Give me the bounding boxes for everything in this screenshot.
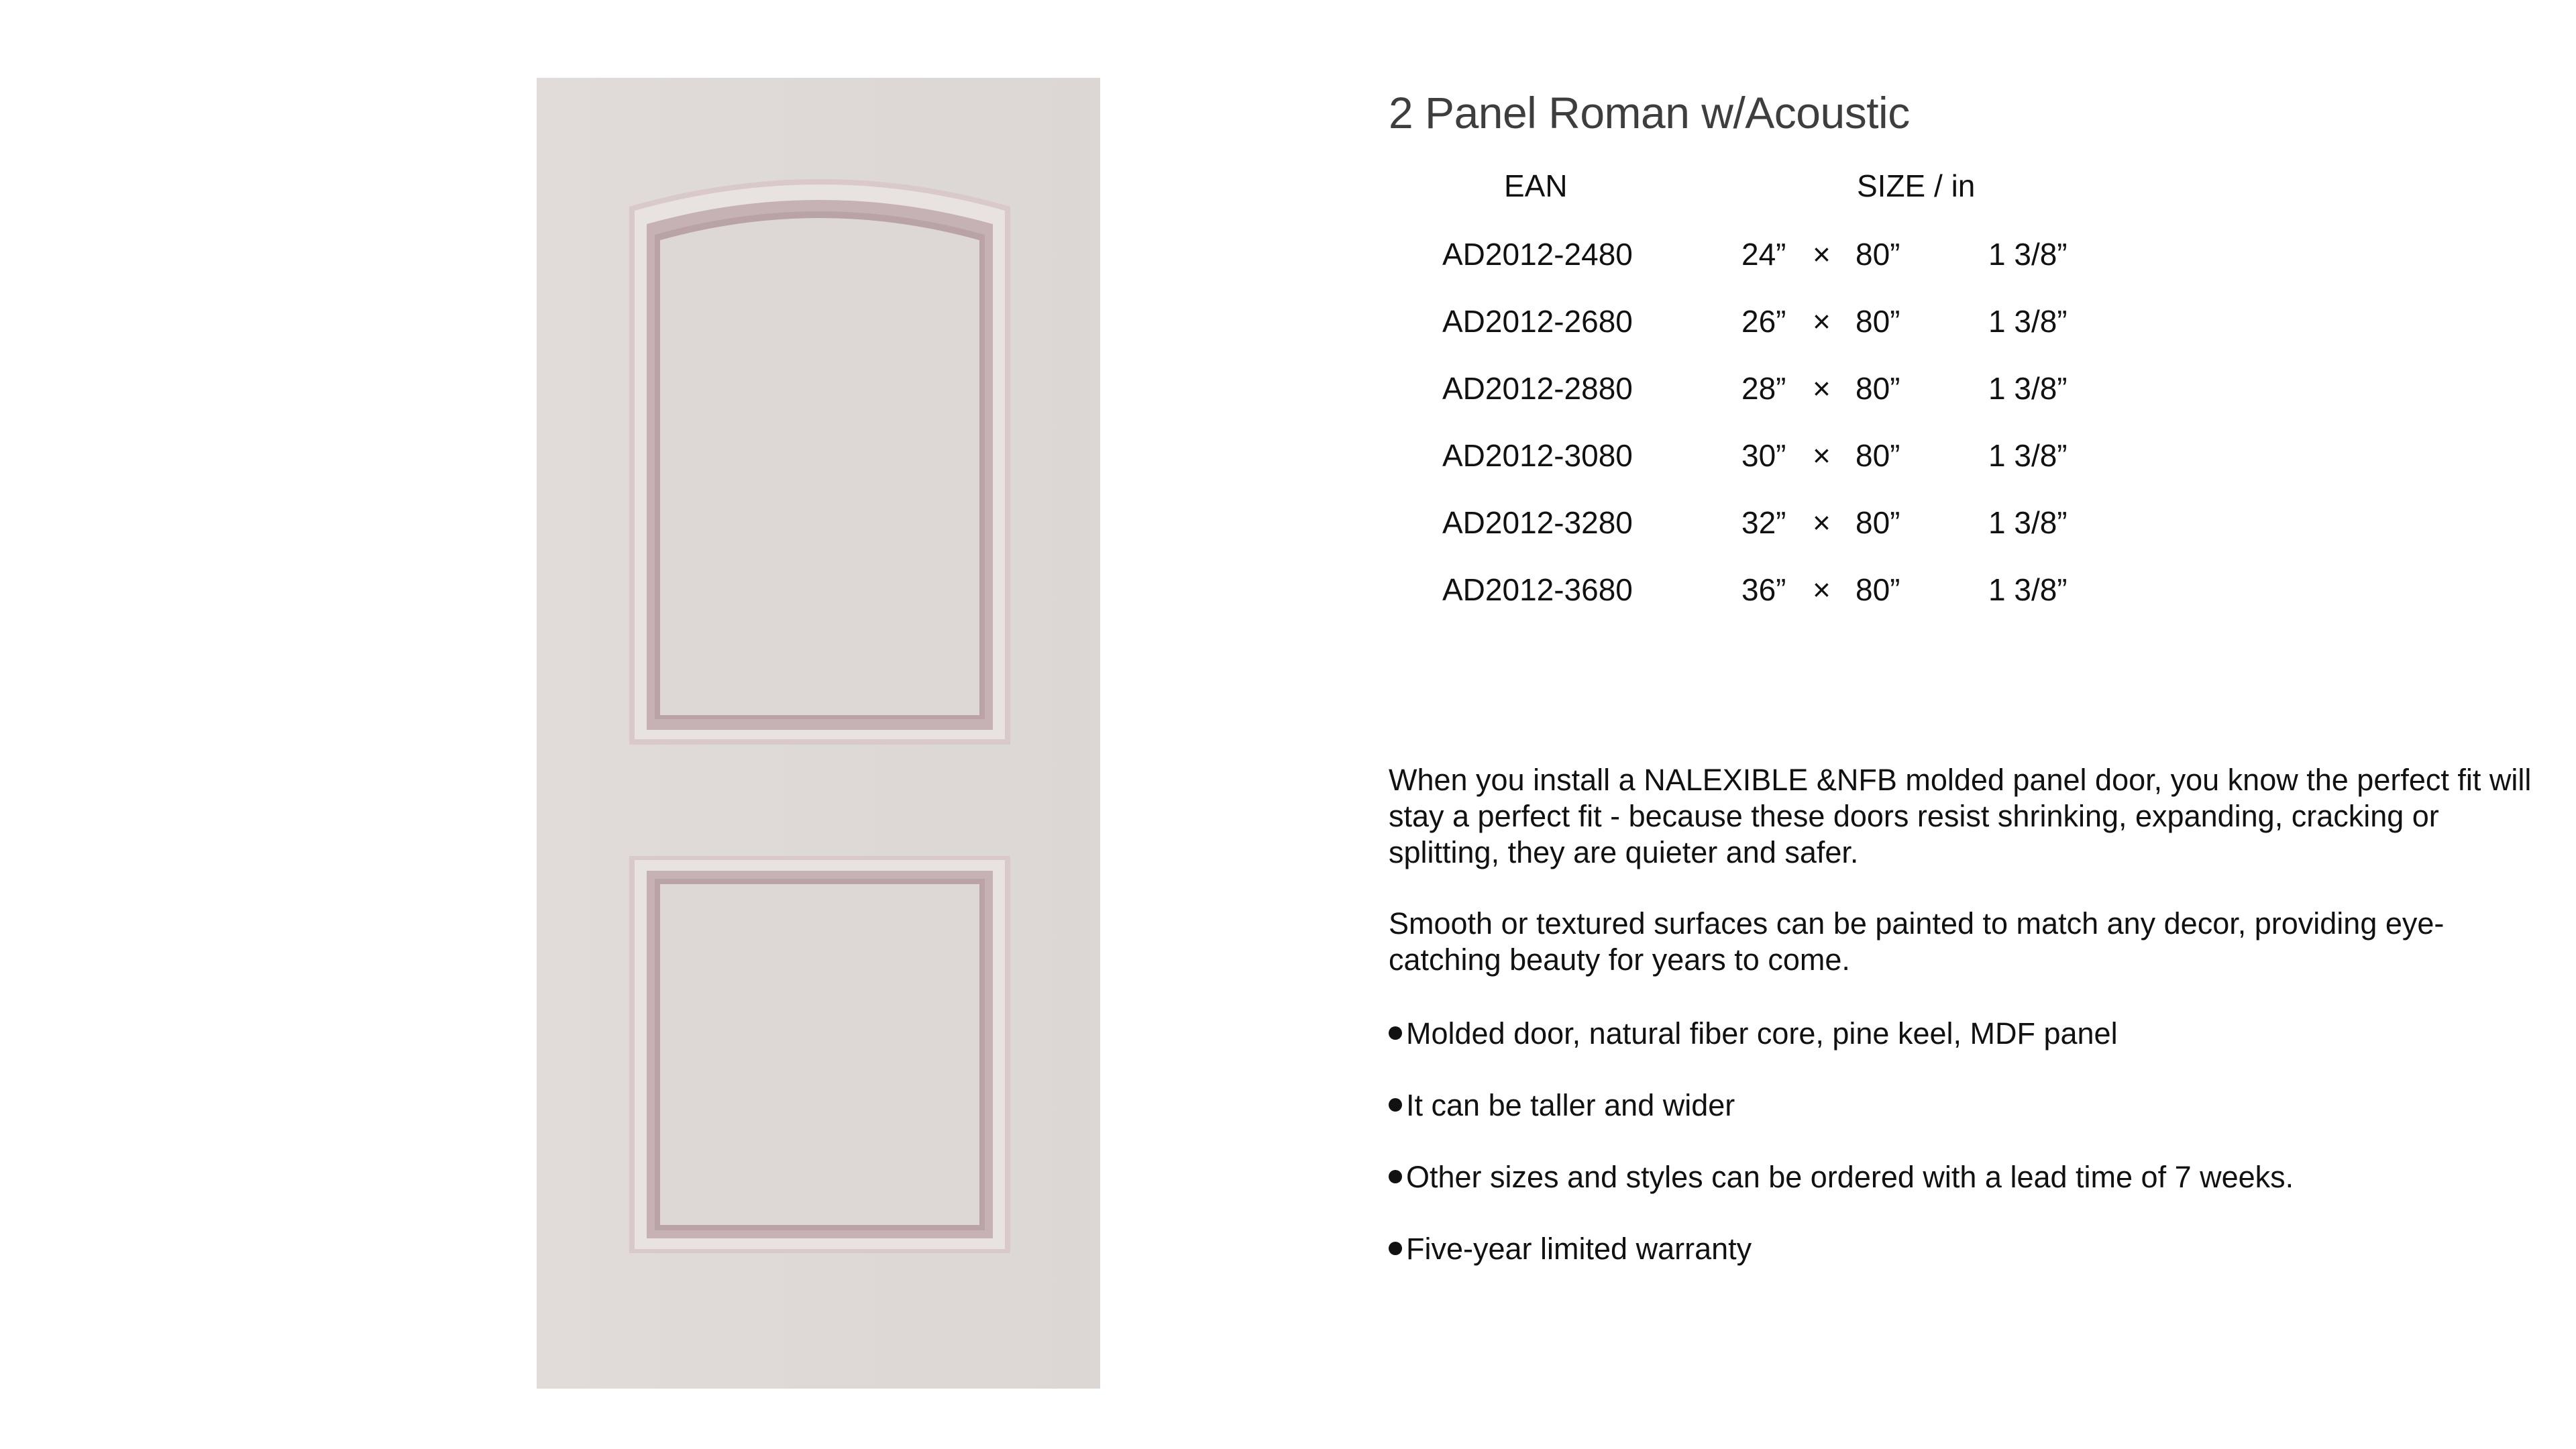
feature-bullet bbox=[1389, 1231, 1752, 1267]
times-symbol: × bbox=[1813, 304, 1831, 339]
ean-cell: AD2012-2880 bbox=[1442, 371, 1633, 406]
bullet-dot-icon bbox=[1389, 1098, 1402, 1112]
bullet-dot-icon bbox=[1389, 1170, 1402, 1183]
height-cell: 80” bbox=[1856, 237, 1900, 272]
height-cell: 80” bbox=[1856, 371, 1900, 406]
ean-cell: AD2012-3080 bbox=[1442, 438, 1633, 473]
lower-panel bbox=[629, 856, 1010, 1253]
description-paragraph: Smooth or textured surfaces can be painted to match any decor, providing eye-catching beauty for years to come. bbox=[1389, 906, 2445, 977]
ean-column-header: EAN bbox=[1504, 168, 1568, 203]
ean-cell: AD2012-2480 bbox=[1442, 237, 1633, 272]
width-cell: 26” bbox=[1741, 304, 1786, 339]
table-row bbox=[0, 572, 2576, 612]
ean-cell: AD2012-3680 bbox=[1442, 572, 1633, 607]
times-symbol: × bbox=[1813, 237, 1831, 272]
table-row bbox=[0, 504, 2576, 545]
feature-text: Five-year limited warranty bbox=[1406, 1232, 1752, 1266]
feature-bullet bbox=[1389, 1159, 2294, 1195]
thickness-cell: 1 3/8” bbox=[1988, 371, 2068, 406]
height-cell: 80” bbox=[1856, 438, 1900, 473]
width-cell: 28” bbox=[1741, 371, 1786, 406]
table-row bbox=[0, 437, 2576, 478]
thickness-cell: 1 3/8” bbox=[1988, 572, 2068, 607]
feature-text: Molded door, natural fiber core, pine keel, MDF panel bbox=[1406, 1016, 2118, 1051]
thickness-cell: 1 3/8” bbox=[1988, 304, 2068, 339]
height-cell: 80” bbox=[1856, 505, 1900, 540]
thickness-cell: 1 3/8” bbox=[1988, 505, 2068, 540]
width-cell: 32” bbox=[1741, 505, 1786, 540]
width-cell: 24” bbox=[1741, 237, 1786, 272]
description-paragraph: When you install a NALEXIBLE &NFB molded panel door, you know the perfect fit will stay a perfect fit - because these doors resist shrinking, expanding, cracking or splitting, they are quieter and safer. bbox=[1389, 763, 2532, 869]
feature-bullet bbox=[1389, 1016, 2118, 1052]
times-symbol: × bbox=[1813, 438, 1831, 473]
feature-text: It can be taller and wider bbox=[1406, 1088, 1735, 1122]
feature-text: Other sizes and styles can be ordered with a lead time of 7 weeks. bbox=[1406, 1160, 2294, 1194]
times-symbol: × bbox=[1813, 572, 1831, 607]
bullet-dot-icon bbox=[1389, 1026, 1402, 1040]
width-cell: 36” bbox=[1741, 572, 1786, 607]
table-row bbox=[0, 370, 2576, 411]
table-row bbox=[0, 303, 2576, 343]
height-cell: 80” bbox=[1856, 572, 1900, 607]
ean-cell: AD2012-3280 bbox=[1442, 505, 1633, 540]
product-title: 2 Panel Roman w/Acoustic bbox=[1389, 88, 1910, 138]
thickness-cell: 1 3/8” bbox=[1988, 438, 2068, 473]
table-row bbox=[0, 236, 2576, 276]
ean-cell: AD2012-2680 bbox=[1442, 304, 1633, 339]
size-column-header: SIZE / in bbox=[1857, 168, 1976, 203]
times-symbol: × bbox=[1813, 371, 1831, 406]
width-cell: 30” bbox=[1741, 438, 1786, 473]
thickness-cell: 1 3/8” bbox=[1988, 237, 2068, 272]
feature-bullet bbox=[1389, 1087, 1735, 1124]
height-cell: 80” bbox=[1856, 304, 1900, 339]
bullet-dot-icon bbox=[1389, 1242, 1402, 1255]
times-symbol: × bbox=[1813, 505, 1831, 540]
